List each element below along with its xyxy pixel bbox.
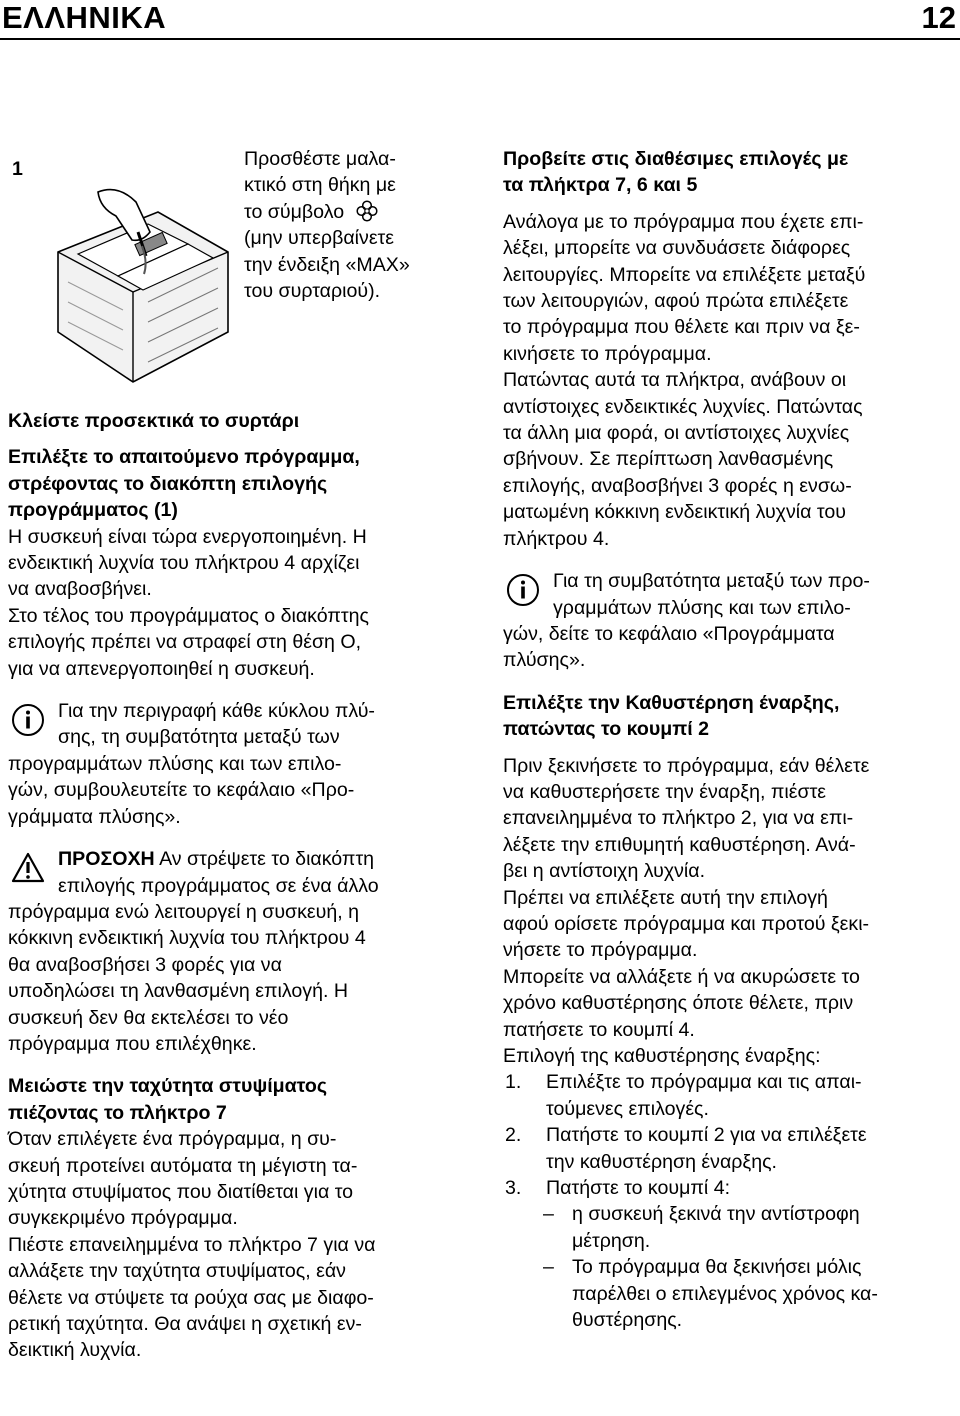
sub-list-line: θυστέρησης. bbox=[572, 1309, 683, 1332]
select-program-heading: στρέφοντας το διακόπτη επιλογής bbox=[8, 472, 328, 495]
text-line: κτικό στη θήκη με bbox=[244, 174, 396, 197]
body-line: επιλογής πρέπει να στραφεί στη θέση O, bbox=[8, 631, 362, 654]
list-number: 3. bbox=[505, 1177, 522, 1200]
dash-bullet: – bbox=[543, 1203, 554, 1226]
warning-line: πρόγραμμα ενώ λειτουργεί η συσκευή, η bbox=[8, 900, 360, 923]
body-line: Πρέπει να επιλέξετε αυτή την επιλογή bbox=[503, 886, 828, 909]
select-program-heading: προγράμματος (1) bbox=[8, 499, 178, 522]
dash-bullet: – bbox=[543, 1256, 554, 1279]
body-line: ρετική ταχύτητα. Θα ανάψει η σχετική εν- bbox=[8, 1313, 362, 1335]
list-item bbox=[503, 1175, 953, 1201]
right-column bbox=[503, 146, 953, 1333]
body-line: αλλάξετε την ταχύτητα στυψίματος, εάν bbox=[8, 1260, 346, 1283]
body-line: πλήκτρου 4. bbox=[503, 527, 610, 550]
body-line: σβήνουν. Σε περίπτωση λανθασμένης bbox=[503, 448, 834, 471]
text-line: (μην υπερβαίνετε bbox=[244, 227, 395, 250]
body-line: επιλογής, αναβοσβήνει 3 φορές η ενσω- bbox=[503, 474, 852, 497]
list-line: την καθυστέρηση έναρξης. bbox=[546, 1150, 777, 1173]
body-line: αντίστοιχες ενδεικτικές λυχνίες. Πατώντας bbox=[503, 395, 863, 418]
note-line: προγραμμάτων πλύσης και των επιλο- bbox=[8, 752, 342, 775]
warning-label: ΠΡΟΣΟΧΗ bbox=[58, 848, 155, 871]
body-line: συγκεκριμένο πρόγραμμα. bbox=[8, 1207, 238, 1230]
text-line: Προσθέστε μαλα- bbox=[244, 148, 396, 170]
body-line: ματωμένη κόκκινη ενδεικτική λυχνία του bbox=[503, 501, 846, 524]
text-line-segment: το σύμβολο bbox=[244, 200, 345, 223]
body-line: Η συσκευή είναι τώρα ενεργοποιημένη. Η bbox=[8, 525, 367, 548]
warning-first-text: Αν στρέψετε το διακόπτη bbox=[159, 848, 375, 871]
sub-list-item bbox=[503, 1201, 953, 1254]
sub-list-item bbox=[503, 1254, 953, 1333]
body-line: βει η αντίστοιχη λυχνία. bbox=[503, 860, 706, 883]
warning-icon bbox=[8, 848, 48, 888]
delay-heading: Επιλέξτε την Καθυστέρηση έναρξης, bbox=[503, 691, 840, 714]
page-number: 12 bbox=[921, 0, 956, 35]
note-line: γράμματα πλύσης». bbox=[8, 805, 181, 828]
body-line: Στο τέλος του προγράμματος ο διακόπτης bbox=[8, 604, 369, 627]
warning-line: συσκευή δεν θα εκτελέσει το νέο bbox=[8, 1006, 289, 1029]
flower-icon bbox=[356, 200, 378, 222]
warning-note bbox=[8, 846, 448, 1057]
body-line: χρόνο καθυστέρησης όποτε θέλετε, πριν bbox=[503, 992, 854, 1015]
detergent-drawer-illustration bbox=[38, 182, 238, 400]
list-number: 2. bbox=[505, 1124, 522, 1147]
list-line: Πατήστε το κουμπί 4: bbox=[546, 1177, 731, 1200]
body-line: Πριν ξεκινήσετε το πρόγραμμα, εάν θέλετε bbox=[503, 754, 870, 777]
spin-heading: πιέζοντας το πλήκτρο 7 bbox=[8, 1101, 227, 1124]
list-item bbox=[503, 1069, 953, 1122]
body-line: πατήσετε το κουμπί 4. bbox=[503, 1018, 695, 1041]
body-line: λέξει, μπορείτε να συνδυάσετε διάφορες bbox=[503, 237, 851, 260]
body-line: αφού ορίσετε πρόγραμμα και προτού ξεκι- bbox=[503, 912, 870, 935]
info-note bbox=[503, 568, 953, 674]
text-line: του συρταριού). bbox=[244, 280, 381, 303]
body-line: λειτουργίες. Μπορείτε να επιλέξετε μεταξύ bbox=[503, 263, 866, 286]
step-1-block bbox=[8, 146, 448, 408]
body-line: να καθυστερήσετε την έναρξη, πιέστε bbox=[503, 780, 827, 803]
text-line bbox=[244, 199, 454, 225]
sub-list-line: η συσκευή ξεκινά την αντίστροφη bbox=[572, 1203, 860, 1226]
note-line: σης, τη συμβατότητα μεταξύ των bbox=[58, 726, 340, 749]
body-line: τα άλλη μια φορά, οι αντίστοιχες λυχνίες bbox=[503, 422, 850, 445]
left-column bbox=[8, 146, 448, 1364]
sub-list-line: Το πρόγραμμα θα ξεκινήσει μόλις bbox=[572, 1256, 862, 1279]
warning-line: υποδηλώσει τη λανθασμένη επιλογή. Η bbox=[8, 980, 349, 1003]
body-line: χύτητα στυψίματος που διατίθεται για το bbox=[8, 1180, 354, 1203]
select-program-heading: Επιλέξτε το απαιτούμενο πρόγραμμα, bbox=[8, 446, 360, 469]
body-line: σκευή προτείνει αυτόματα τη μέγιστη τα- bbox=[8, 1154, 358, 1177]
options-heading: τα πλήκτρα 7, 6 και 5 bbox=[503, 174, 698, 197]
body-line: Ανάλογα με το πρόγραμμα που έχετε επι- bbox=[503, 210, 864, 233]
note-line: Για τη συμβατότητα μεταξύ των προ- bbox=[553, 570, 870, 593]
note-line: Για την περιγραφή κάθε κύκλου πλύ- bbox=[58, 700, 375, 723]
sub-list-line: μέτρηση. bbox=[572, 1229, 651, 1252]
warning-line: επιλογής προγράμματος σε ένα άλλο bbox=[58, 874, 379, 897]
page-header bbox=[0, 0, 960, 40]
close-drawer-heading: Κλείστε προσεκτικά το συρτάρι bbox=[8, 410, 300, 432]
step-number: 1 bbox=[12, 158, 23, 180]
list-line: Πατήστε το κουμπί 2 για να επιλέξετε bbox=[546, 1124, 867, 1147]
body-line: κινήσετε το πρόγραμμα. bbox=[503, 342, 712, 365]
body-line: των λειτουργιών, αφού πρώτα επιλέξετε bbox=[503, 290, 849, 313]
body-line: Επιλογή της καθυστέρησης έναρξης: bbox=[503, 1045, 821, 1067]
warning-line: κόκκινη ενδεικτική λυχνία του πλήκτρου 4 bbox=[8, 927, 366, 950]
body-line: το πρόγραμμα που θέλετε και πριν να ξε- bbox=[503, 316, 860, 339]
info-note bbox=[8, 698, 448, 830]
language-title: ΕΛΛΗΝΙΚΑ bbox=[2, 0, 167, 35]
body-line: Πιέστε επανειλημμένα το πλήκτρο 7 για να bbox=[8, 1233, 376, 1256]
body-line: επανειλημμένα το πλήκτρο 2, για να επι- bbox=[503, 807, 854, 830]
note-line: γών, συμβουλευτείτε το κεφάλαιο «Προ- bbox=[8, 779, 355, 802]
body-line: νήσετε το πρόγραμμα. bbox=[503, 939, 698, 962]
warning-line: θα αναβοσβήσει 3 φορές για να bbox=[8, 953, 282, 976]
step-1-text bbox=[244, 146, 454, 304]
text-line: την ένδειξη «MAX» bbox=[244, 253, 410, 276]
body-line: λέξετε την επιθυμητή καθυστέρηση. Ανά- bbox=[503, 833, 856, 856]
note-line: πλύσης». bbox=[503, 649, 586, 672]
body-line: Μπορείτε να αλλάξετε ή να ακυρώσετε το bbox=[503, 965, 860, 988]
body-line: Πατώντας αυτά τα πλήκτρα, ανάβουν οι bbox=[503, 369, 847, 392]
delay-heading: πατώντας το κουμπί 2 bbox=[503, 718, 710, 741]
list-line: τούμενες επιλογές. bbox=[546, 1097, 709, 1120]
body-line: να αναβοσβήνει. bbox=[8, 578, 152, 601]
info-icon bbox=[503, 570, 543, 610]
list-number: 1. bbox=[505, 1071, 522, 1094]
body-line: Όταν επιλέγετε ένα πρόγραμμα, η συ- bbox=[8, 1128, 337, 1151]
body-line: για να απενεργοποιηθεί η συσκευή. bbox=[8, 657, 315, 680]
note-line: γών, δείτε το κεφάλαιο «Προγράμματα bbox=[503, 622, 835, 645]
sub-list-line: παρέλθει ο επιλεγμένος χρόνος κα- bbox=[572, 1282, 878, 1305]
body-line: δεικτική λυχνία. bbox=[8, 1339, 142, 1362]
note-line: γραμμάτων πλύσης και των επιλο- bbox=[553, 596, 851, 619]
body-line: θέλετε να στύψετε τα ρούχα σας με διαφο- bbox=[8, 1286, 374, 1309]
body-line: ενδεικτική λυχνία του πλήκτρου 4 αρχίζει bbox=[8, 552, 360, 575]
options-heading: Προβείτε στις διαθέσιμες επιλογές με bbox=[503, 148, 849, 170]
spin-heading: Μειώστε την ταχύτητα στυψίματος bbox=[8, 1075, 328, 1098]
list-item bbox=[503, 1122, 953, 1175]
info-icon bbox=[8, 700, 48, 740]
warning-line: πρόγραμμα που επιλέχθηκε. bbox=[8, 1032, 257, 1055]
warning-first-line bbox=[8, 846, 448, 872]
list-line: Επιλέξτε το πρόγραμμα και τις απαι- bbox=[546, 1071, 862, 1094]
